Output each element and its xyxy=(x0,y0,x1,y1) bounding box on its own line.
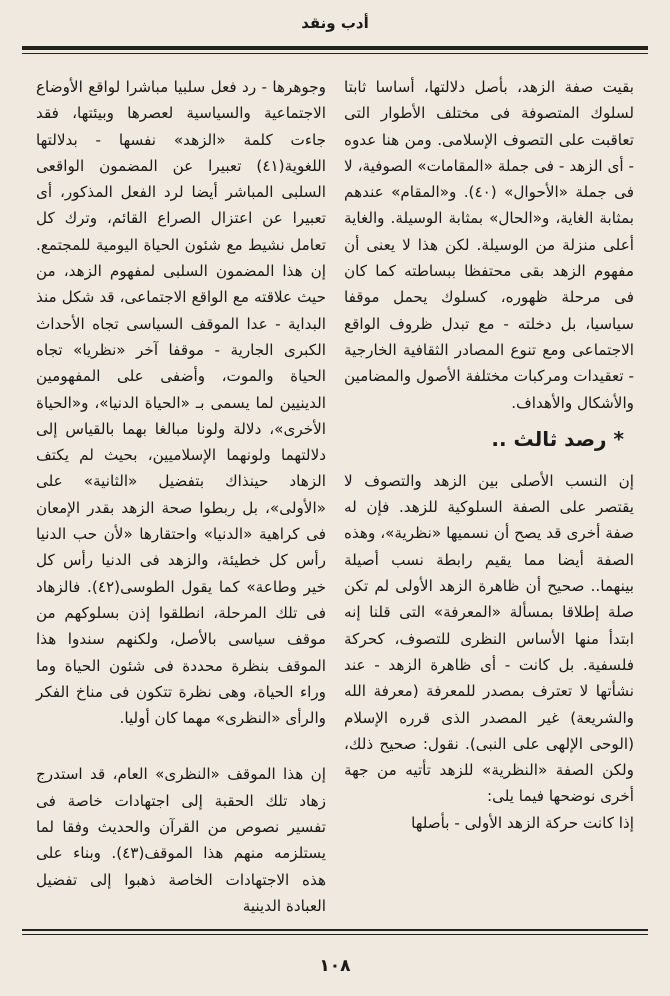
paragraph-gap xyxy=(36,731,326,761)
paragraph: بقيت صفة الزهد، بأصل دلالتها، أساسا ثابتا لسلوك المتصوفة فى مختلف الأطوار التى تعاقبت على التصوف الإسلامى. ومن هنا عدوه - أى الزهد - فى جملة «المقامات» الصوفية، لا فى جملة «الأحوال» (٤٠). و«المقام» عندهم بمثابة الغاية، و«الحال» بمثابة الوسيلة. والغاية أعلى منزلة من الوسيلة. لكن هذا لا يعنى أن مفهوم الزهد بقى محتفظا ببساطته كما كان فى مرحلة ظهوره، كسلوك يحمل موقفا سياسيا، بل دخلته - مع تبدل ظروف الواقع الاجتماعى ومع تنوع المصادر الثقافية الخارجية - تعقيدات ومركبات مختلفة الأصول والمضامين والأشكال والأهداف. xyxy=(344,78,635,412)
paragraph: إذا كانت حركة الزهد الأولى - بأصلها xyxy=(411,813,634,832)
bottom-rule-thin xyxy=(22,934,648,935)
paragraph: وجوهرها - رد فعل سلبيا مباشرا لواقع الأوضاع الاجتماعية والسياسية لعصرها وبيئتها، فقد جاءت كلمة «الزهد» نفسها - بدلالتها اللغوية(٤١) تعبيرا عن المضمون الواقعى السلبى المباشر أيضا لرد الفعل المذكور، أى تعبيرا عن اعتزال الصراع القائم، وترك كل تعامل نشيط مع شئون الحياة اليومية للمجتمع. إن هذا المضمون السلبى لمفهوم الزهد، من حيث علاقته مع الواقع الاجتماعى، قد شكل منذ البداية - عدا الموقف السياسى تجاه الأحداث الكبرى الجارية - موقفا آخر «نظريا» تجاه الحياة والموت، وأضفى على المفهومين الدينيين لما يسمى بـ «الحياة الدنيا»، و«الحياة الأخرى»، دلالة ولونا مبالغا بهما بالقياس إلى دلالتهما ولونهما الإسلاميين، بحيث لم يكتف الزهاد حينذاك بتفضيل «الثانية» على «الأولى»، بل ربطوا صحة الزهد بقدر الإمعان فى كراهية «الدنيا» واحتقارها «لأن حب الدنيا رأس كل خطيئة، والزهد فى الدنيا رأس كل خير وطاعة» كما يقول الطوسى(٤٢). فالزهاد فى تلك المرحلة، انطلقوا إذن بسلوكهم من موقف سياسى بالأصل، ولكنهم سندوا هذا الموقف بنظرة محددة فى شئون الحياة وما وراء الحياة، وهى نظرة تتكون فى مناخ الفكر والرأى «النظرى» مهما كان أوليا. xyxy=(36,78,326,728)
left-column xyxy=(36,74,326,914)
paragraph: إن هذا الموقف «النظرى» العام، قد استدرج زهاد تلك الحقبة إلى اجتهادات خاصة فى تفسير نصوص من القرآن والحديث وفقا لما يستلزمه منهم هذا الموقف(٤٣). وبناء على هذه الاجتهادات الخاصة ذهبوا إلى تفضيل العبادة الدينية xyxy=(36,765,326,915)
bottom-rule xyxy=(22,929,648,931)
section-heading: * رصد ثالث .. xyxy=(491,426,624,451)
page-number: ١٠٨ xyxy=(319,956,351,976)
top-rule xyxy=(22,46,648,50)
paragraph: إن النسب الأصلى بين الزهد والتصوف لا يقتصر على الصفة السلوكية للزهد. فإن له صفة أخرى قد يصح أن نسميها «نظرية»، وهذه الصفة أيضا مما يقيم رابطة نسب أصيلة بينهما.. صحيح أن ظاهرة الزهد الأولى لم تكن صلة إطلاقا بمسألة «المعرفة» التى قلنا إنه ابتدأ منها الأساس النظرى للتصوف، كحركة فلسفية. بل كانت - أى ظاهرة الزهد - عند نشأتها لا تعترف بمصدر للمعرفة (معرفة الله والشريعة) غير المصدر الذى قرره الإسلام (الوحى الإلهى على النبى). نقول: صحيح ذلك، ولكن الصفة «النظرية» للزهد تأتيه من جهة أخرى نوضحها فيما يلى: xyxy=(344,471,634,806)
running-header: أدب ونقد xyxy=(301,14,369,32)
top-rule-thin xyxy=(22,53,648,54)
right-column xyxy=(344,74,634,914)
